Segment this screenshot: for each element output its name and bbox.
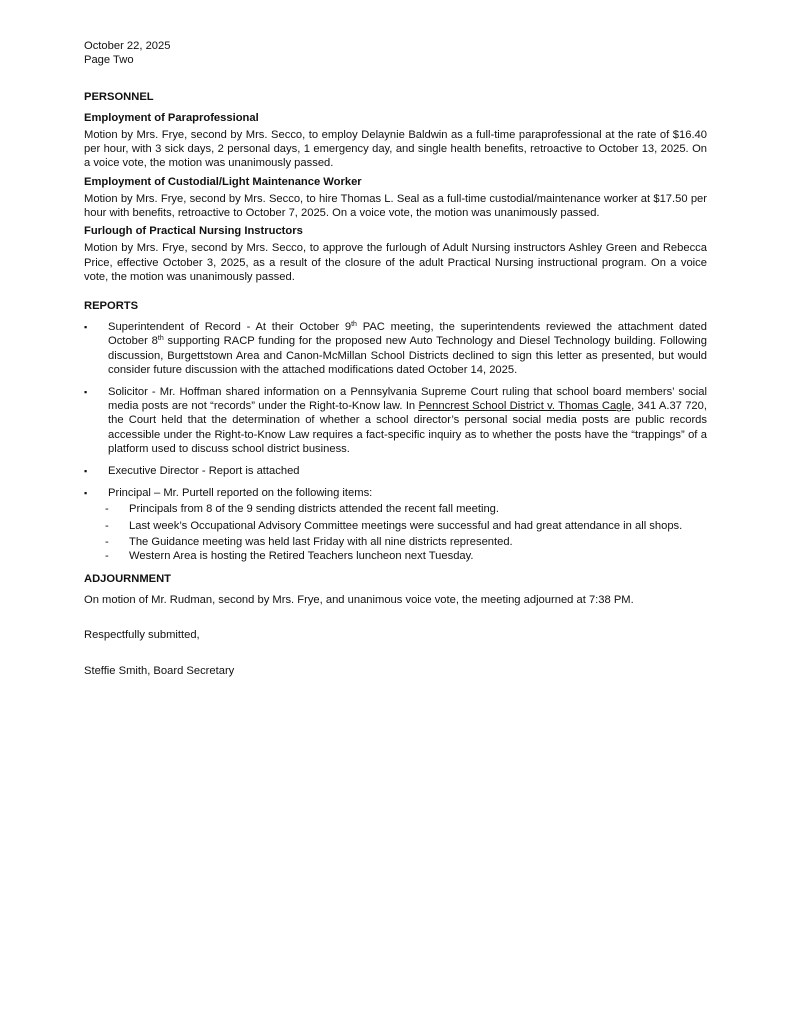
bullet-marker: ▪ <box>84 466 88 477</box>
paraprofessional-motion: Motion by Mrs. Frye, second by Mrs. Secco, to employ Delaynie Baldwin as a full-time paraprofessional at the rate of $16.40 per hour, with 3 sick days, 2 personal days, 1 emergency day, and single health benefits, retroactive to October 13, 2025. On a voice vote, the motion was unanimously passed. <box>84 129 707 170</box>
signature-line: Steffie Smith, Board Secretary <box>84 664 235 677</box>
paraprofessional-title: Employment of Paraprofessional <box>84 111 259 124</box>
personnel-heading: PERSONNEL <box>84 90 154 103</box>
principal-item: - The Guidance meeting was held last Friday with all nine districts represented. <box>105 535 513 548</box>
custodial-motion: Motion by Mrs. Frye, second by Mrs. Secco, to hire Thomas L. Seal as a full-time custodial/maintenance worker at $17.50 per hour with benefits, retroactive to October 7, 2025. On a voice vote, the motion was unanimously passed. <box>84 192 707 220</box>
superintendent-report: ▪ Superintendent of Record - At their October 9th PAC meeting, the superintendents reviewed the attachment dated October 8th supporting RACP funding for the proposed new Auto Technology and Diesel Technology building. Following discussion, Burgettstown Area and Canon-McMillan School Districts declined to sign this letter as presented, but would consider future discussion with the attached modifications dated October 14, 2025. <box>84 321 707 376</box>
meeting-date: October 22, 2025 <box>84 40 171 52</box>
bullet-marker: ▪ <box>84 322 88 333</box>
custodial-title: Employment of Custodial/Light Maintenance Worker <box>84 175 362 188</box>
principal-item: - Principals from 8 of the 9 sending districts attended the recent fall meeting. <box>105 503 500 516</box>
principal-item: - Last week’s Occupational Advisory Committee meetings were successful and had great attendance in all shops. <box>105 519 683 532</box>
closing-line: Respectfully submitted, <box>84 628 200 641</box>
page-number: Page Two <box>84 53 134 66</box>
bullet-marker: ▪ <box>84 387 88 398</box>
executive-director-report: ▪ Executive Director - Report is attached <box>84 465 300 478</box>
adjournment-motion: On motion of Mr. Rudman, second by Mrs. Frye, and unanimous voice vote, the meeting adjourned at 7:38 PM. <box>84 594 634 607</box>
bullet-marker: ▪ <box>84 488 88 499</box>
adjournment-heading: ADJOURNMENT <box>84 573 172 586</box>
principal-report: ▪ Principal – Mr. Purtell reported on the following items: <box>84 487 373 500</box>
furlough-title: Furlough of Practical Nursing Instructors <box>84 225 303 238</box>
solicitor-report: ▪ Solicitor - Mr. Hoffman shared information on a Pennsylvania Supreme Court ruling that school board members’ social media posts are not “records” under the Right-to-Know law. In Penncrest School District v. Thomas Cagle, 341 A.37 720, the Court held that the determination of whether a school director’s personal social media posts are public records accessible under the Right-to-Know Law requires a fact-specific inquiry as to whether the posts have the “trappings” of a platform used to discuss school district business. <box>84 386 707 455</box>
page-header <box>84 40 707 68</box>
minutes-page <box>84 40 707 678</box>
principal-item: - Western Area is hosting the Retired Teachers luncheon next Tuesday. <box>105 550 474 563</box>
furlough-motion: Motion by Mrs. Frye, second by Mrs. Secco, to approve the furlough of Adult Nursing instructors Ashley Green and Rebecca Price, effective October 3, 2025, as a result of the closure of the adult Practical Nursing instructional program. On a voice vote, the motion was unanimously passed. <box>84 242 707 283</box>
reports-heading: REPORTS <box>84 300 139 313</box>
case-citation: Penncrest School District v. Thomas Cagle <box>418 400 632 413</box>
